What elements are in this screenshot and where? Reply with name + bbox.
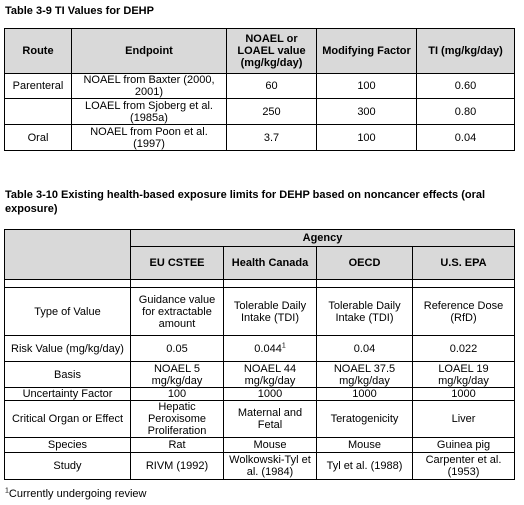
table-cell: Mouse (317, 438, 413, 453)
table1-header-row (5, 29, 515, 74)
table-cell: Liver (413, 401, 515, 438)
table-cell: 100 (131, 388, 224, 401)
header-endpoint: Endpoint (72, 29, 227, 74)
table2-agency-row (5, 230, 515, 247)
ti-cell: 0.60 (417, 74, 515, 99)
header-ti: TI (mg/kg/day) (417, 29, 515, 74)
table-cell: 1000 (317, 388, 413, 401)
table-cell: Guidance value for extractable amount (131, 288, 224, 336)
ti-cell: 0.04 (417, 125, 515, 151)
column-header: OECD (317, 247, 413, 280)
table-cell: Tolerable Daily Intake (TDI) (224, 288, 317, 336)
factor-cell: 300 (317, 99, 417, 125)
table-cell: RIVM (1992) (131, 453, 224, 480)
value-cell: 3.7 (227, 125, 317, 151)
blank-header (5, 247, 131, 280)
table-cell: NOAEL 5 mg/kg/day (131, 362, 224, 388)
table-cell: Maternal and Fetal (224, 401, 317, 438)
table-cell: 0.05 (131, 336, 224, 362)
table-row (5, 438, 515, 453)
factor-cell: 100 (317, 125, 417, 151)
ti-cell: 0.80 (417, 99, 515, 125)
table-cell: Mouse (224, 438, 317, 453)
row-label: Study (5, 453, 131, 480)
table-cell: Guinea pig (413, 438, 515, 453)
row-label: Species (5, 438, 131, 453)
route-cell (5, 99, 72, 125)
table-row (5, 388, 515, 401)
ti-values-table (4, 28, 515, 151)
table-cell: Rat (131, 438, 224, 453)
route-cell: Parenteral (5, 74, 72, 99)
table-row (5, 401, 515, 438)
header-route: Route (5, 29, 72, 74)
header-factor: Modifying Factor (317, 29, 417, 74)
agency-header: Agency (131, 230, 515, 247)
table-row (5, 453, 515, 480)
value-cell: 60 (227, 74, 317, 99)
row-label: Risk Value (mg/kg/day) (5, 336, 131, 362)
table-row (5, 362, 515, 388)
row-label: Type of Value (5, 288, 131, 336)
table-cell: Tolerable Daily Intake (TDI) (317, 288, 413, 336)
table-cell (224, 336, 317, 362)
table-row (5, 336, 515, 362)
table2-spacer-row (5, 280, 515, 288)
exposure-limits-table (4, 229, 515, 480)
table-cell: NOAEL 37.5 mg/kg/day (317, 362, 413, 388)
table-cell: Tyl et al. (1988) (317, 453, 413, 480)
table-cell: LOAEL 19 mg/kg/day (413, 362, 515, 388)
endpoint-cell: NOAEL from Baxter (2000, 2001) (72, 74, 227, 99)
table-row (5, 288, 515, 336)
table-cell: 0.022 (413, 336, 515, 362)
table-row (5, 125, 515, 151)
table2-caption: Table 3-10 Existing health-based exposure limits for DEHP based on noncancer effects (oral exposure) (5, 189, 486, 215)
table2-columns-row (5, 247, 515, 280)
row-label: Basis (5, 362, 131, 388)
table-cell: 1000 (224, 388, 317, 401)
value-cell: 250 (227, 99, 317, 125)
table1-caption: Table 3-9 TI Values for DEHP (5, 5, 154, 17)
endpoint-cell: LOAEL from Sjoberg et al. (1985a) (72, 99, 227, 125)
table-cell: 0.04 (317, 336, 413, 362)
column-header: Health Canada (224, 247, 317, 280)
table-cell: Reference Dose (RfD) (413, 288, 515, 336)
footnote-text: Currently undergoing review (8, 488, 147, 500)
endpoint-cell: NOAEL from Poon et al. (1997) (72, 125, 227, 151)
table-cell: Wolkowski-Tyl et al. (1984) (224, 453, 317, 480)
footnote-mark: 1 (5, 487, 9, 495)
factor-cell: 100 (317, 74, 417, 99)
table-cell: 1000 (413, 388, 515, 401)
footnote (5, 488, 146, 500)
column-header: U.S. EPA (413, 247, 515, 280)
blank-header (5, 230, 131, 247)
footnote-marker: 1 (281, 341, 286, 349)
row-label: Critical Organ or Effect (5, 401, 131, 438)
table-cell: NOAEL 44 mg/kg/day (224, 362, 317, 388)
row-label: Uncertainty Factor (5, 388, 131, 401)
table-cell: Teratogenicity (317, 401, 413, 438)
header-value: NOAEL or LOAEL value (mg/kg/day) (227, 29, 317, 74)
route-cell: Oral (5, 125, 72, 151)
table-row (5, 74, 515, 99)
column-header: EU CSTEE (131, 247, 224, 280)
table-row (5, 99, 515, 125)
risk-value: 0.044 (254, 342, 282, 355)
table-cell: Carpenter et al. (1953) (413, 453, 515, 480)
table-cell: Hepatic Peroxisome Proliferation (131, 401, 224, 438)
